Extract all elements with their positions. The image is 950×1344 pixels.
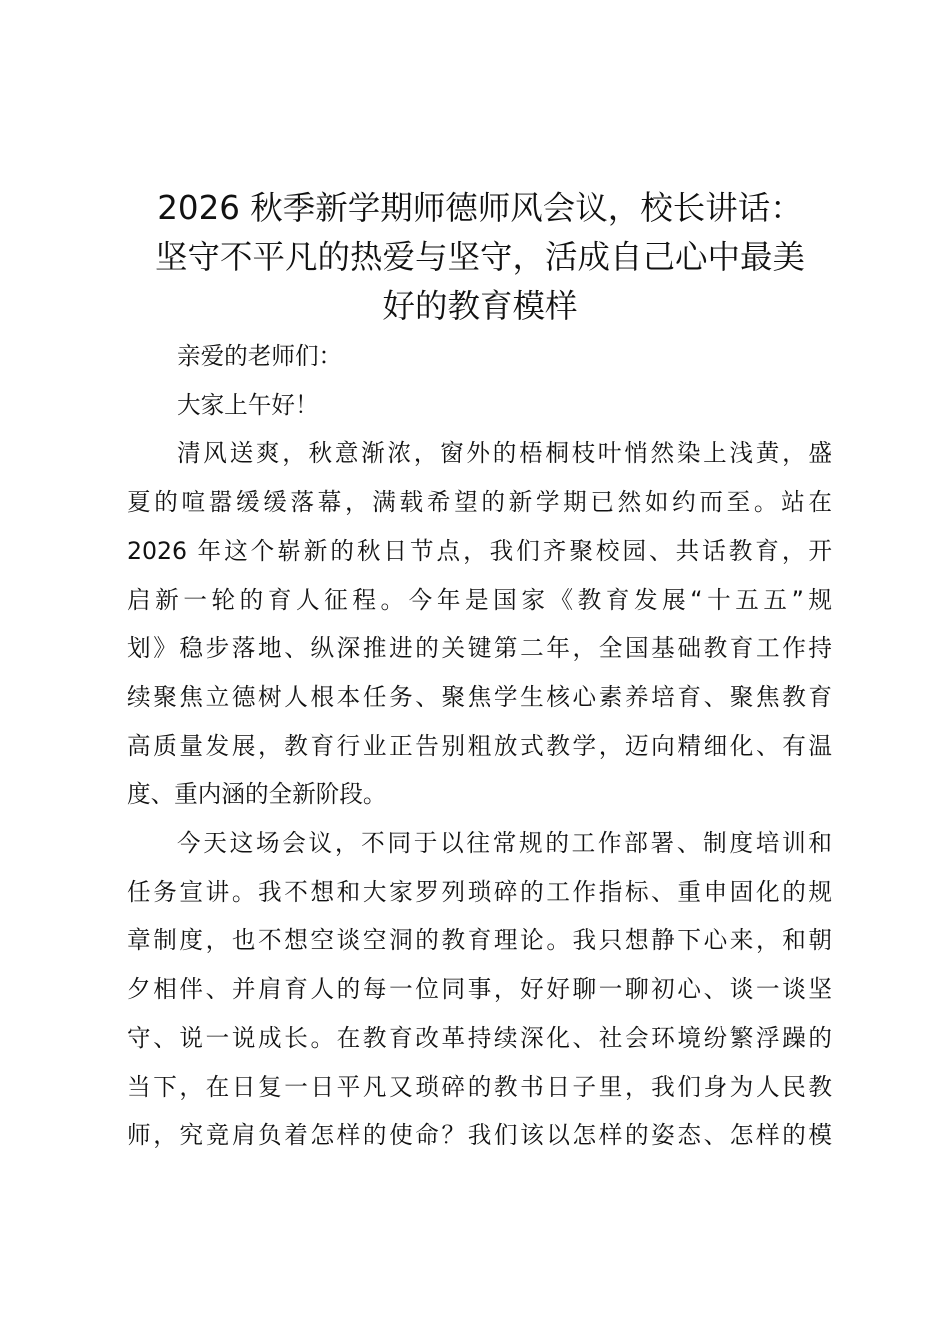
body-paragraph-1 — [127, 429, 832, 819]
salutation: 亲爱的老师们： — [177, 342, 343, 370]
paragraph-line: 启新一轮的育人征程。今年是国家《教育发展“十五五”规 — [127, 585, 832, 614]
salutation-paragraph — [127, 332, 832, 381]
paragraph-line: 守、说一说成长。在教育改革持续深化、社会环境纷繁浮躁的 — [127, 1023, 832, 1052]
greeting: 大家上午好！ — [177, 390, 319, 419]
paragraph-line: 夕相伴、并肩育人的每一位同事，好好聊一聊初心、谈一谈坚 — [127, 975, 832, 1004]
title-line: 好的教育模样 — [382, 287, 578, 325]
document-body — [127, 332, 832, 1160]
paragraph-line: 续聚焦立德树人根本任务、聚焦学生核心素养培育、聚焦教育 — [127, 682, 832, 711]
paragraph-line: 夏的喧嚣缓缓落幕，满载希望的新学期已然如约而至。站在 — [127, 488, 832, 517]
document-title — [120, 184, 840, 331]
paragraph-line: 高质量发展，教育行业正告别粗放式教学，迈向精细化、有温 — [127, 731, 832, 760]
title-line: 2026 秋季新学期师德师风会议，校长讲话： — [157, 189, 803, 227]
greeting-paragraph — [127, 381, 832, 430]
paragraph-line: 任务宣讲。我不想和大家罗列琐碎的工作指标、重申固化的规 — [127, 877, 832, 906]
body-paragraph-2 — [127, 819, 832, 1160]
paragraph-line: 清风送爽，秋意渐浓，窗外的梧桐枝叶悄然染上浅黄，盛 — [177, 439, 832, 468]
title-line: 坚守不平凡的热爱与坚守，活成自己心中最美 — [154, 238, 805, 276]
paragraph-line: 度、重内涵的全新阶段。 — [127, 780, 387, 809]
paragraph-line: 2026 年这个崭新的秋日节点，我们齐聚校园、共话教育，开 — [127, 536, 832, 565]
paragraph-line: 师，究竟肩负着怎样的使命？我们该以怎样的姿态、怎样的模 — [127, 1121, 832, 1150]
paragraph-line: 章制度，也不想空谈空洞的教育理论。我只想静下心来，和朝 — [127, 926, 832, 955]
paragraph-line: 今天这场会议，不同于以往常规的工作部署、制度培训和 — [177, 829, 832, 858]
paragraph-line: 当下，在日复一日平凡又琐碎的教书日子里，我们身为人民教 — [127, 1072, 832, 1101]
paragraph-line: 划》稳步落地、纵深推进的关键第二年，全国基础教育工作持 — [127, 634, 832, 663]
